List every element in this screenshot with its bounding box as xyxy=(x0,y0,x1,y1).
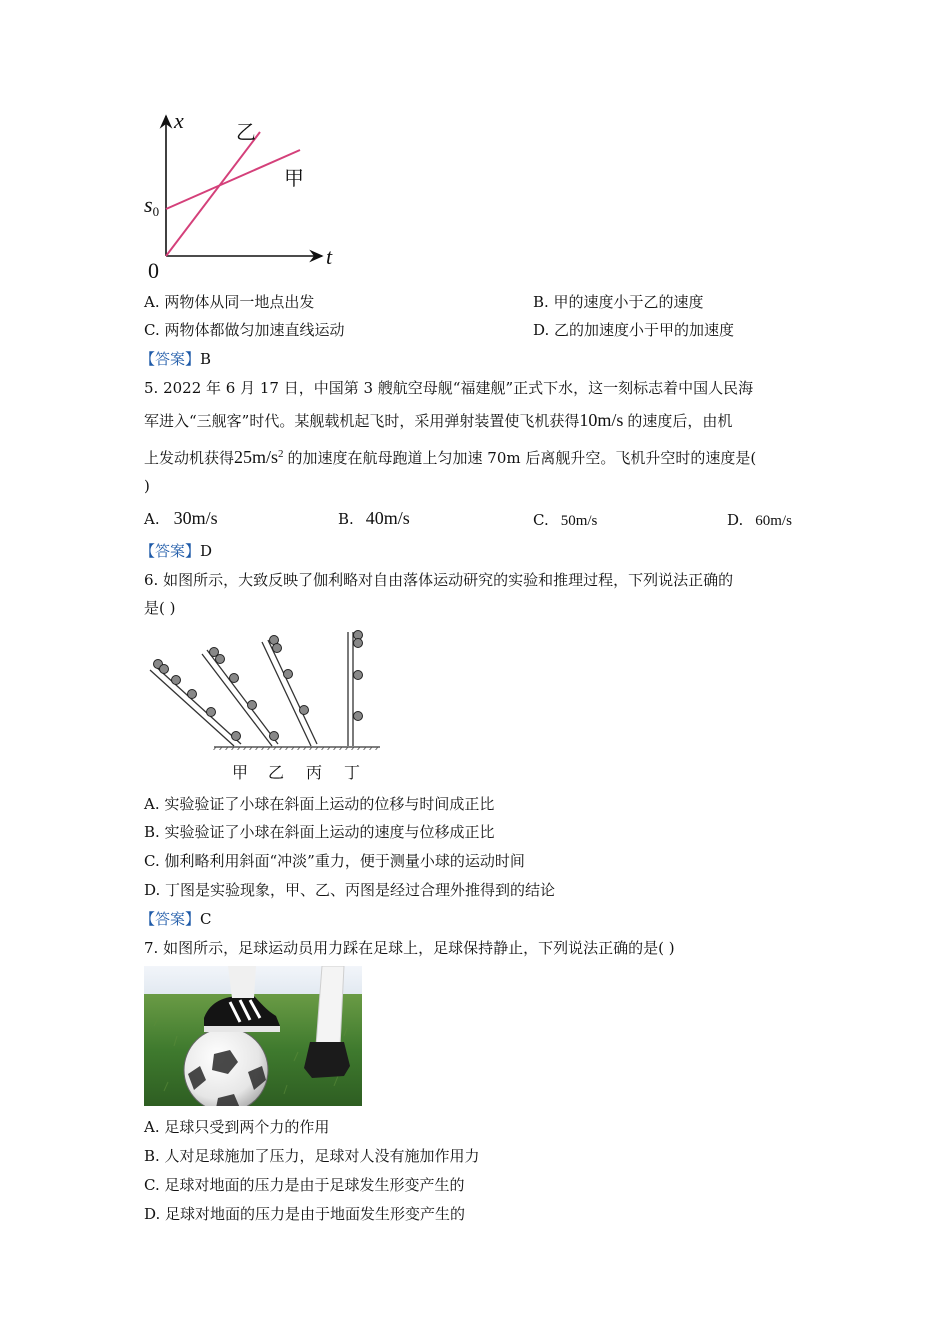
q5-option-a xyxy=(144,508,218,529)
balls xyxy=(154,631,363,741)
q4-option-c: C. 两物体都做匀加速直线运动 xyxy=(144,321,345,339)
q5-answer xyxy=(140,541,212,561)
q4-option-b: B. 甲的速度小于乙的速度 xyxy=(533,293,704,311)
ball xyxy=(354,671,363,680)
q5-option-a-label: A. xyxy=(144,510,160,528)
q5-option-b-value: 40m/s xyxy=(365,508,410,528)
line-jia xyxy=(166,150,300,209)
shoe-sole xyxy=(204,1026,280,1032)
q5-line-3 xyxy=(144,444,756,468)
ball xyxy=(248,701,257,710)
q7-option-d: D. 足球对地面的压力是由于地面发生形变产生的 xyxy=(144,1205,466,1223)
q7-football-photo xyxy=(144,966,362,1106)
label-jia: 甲 xyxy=(284,166,304,190)
q5-option-b-label: B. xyxy=(338,510,354,528)
answer-bracket-close: 】 xyxy=(185,542,201,560)
intercept-sub: 0 xyxy=(152,204,160,220)
q4-answer xyxy=(140,349,211,369)
q5-line-3-text-b: 的加速度在航母跑道上匀加速 70m 后离舰升空。飞机升空时的速度是( xyxy=(287,449,757,467)
intercept-s: s xyxy=(144,192,153,217)
answer-bracket-open: 【 xyxy=(140,542,156,560)
q5-option-b xyxy=(338,508,410,529)
q6-option-d: D. 丁图是实验现象，甲、乙、丙图是经过合理外推得到的结论 xyxy=(144,881,556,899)
origin-label: 0 xyxy=(148,258,159,283)
axis-label-x: x xyxy=(174,108,184,133)
incline-jia xyxy=(150,670,234,746)
answer-letter: C xyxy=(200,910,212,928)
left-sock xyxy=(228,966,256,998)
football-photo-svg xyxy=(144,966,362,1106)
intercept-label xyxy=(144,192,159,220)
incline-figure-svg xyxy=(146,628,386,750)
ball xyxy=(160,665,169,674)
answer-bracket-close: 】 xyxy=(185,910,201,928)
answer-bracket-open: 【 xyxy=(140,910,156,928)
ball xyxy=(270,732,279,741)
ball xyxy=(172,676,181,685)
q4-option-a: A. 两物体从同一地点出发 xyxy=(144,293,315,311)
answer-bracket-close: 】 xyxy=(185,350,201,368)
ball xyxy=(188,690,197,699)
axis-label-t: t xyxy=(326,244,333,269)
q4-xt-graph xyxy=(140,108,350,283)
q5-option-d xyxy=(727,510,792,531)
ball xyxy=(207,708,216,717)
q7-option-a: A. 足球只受到两个力的作用 xyxy=(144,1118,330,1136)
answer-word: 答案 xyxy=(155,350,186,368)
ball xyxy=(273,644,282,653)
q5-option-d-label: D. xyxy=(727,511,744,529)
q4-option-d: D. 乙的加速度小于甲的加速度 xyxy=(533,321,735,339)
incline-bing xyxy=(262,642,311,746)
incline-bing-back xyxy=(268,640,317,744)
q5-option-c-value: 50m/s xyxy=(560,513,598,529)
q5-option-c xyxy=(533,510,597,531)
fig-label-yi: 乙 xyxy=(268,763,285,782)
q5-line-1: 5. 2022 年 6 月 17 日，中国第 3 艘航空母舰“福建舰”正式下水，这一刻标志着中国人民海 xyxy=(144,379,754,397)
q5-line-2 xyxy=(144,410,732,431)
fig-label-ding: 丁 xyxy=(344,763,361,782)
q5-option-d-value: 60m/s xyxy=(755,513,792,529)
q6-answer xyxy=(140,909,212,929)
incline-yi-back xyxy=(207,650,278,744)
q5-initial-velocity: 10m/s xyxy=(579,410,624,430)
q5-acceleration: 25m/s xyxy=(234,447,279,467)
q5-line-2-text-a: 军进入“三舰客”时代。某舰载机起飞时，采用弹射装置使飞机获得 xyxy=(144,412,580,430)
q5-line-4: ) xyxy=(144,477,150,495)
q6-line-1: 6. 如图所示，大致反映了伽利略对自由落体运动研究的实验和推理过程，下列说法正确的 xyxy=(144,571,734,589)
answer-word: 答案 xyxy=(155,542,186,560)
answer-letter: D xyxy=(200,542,213,560)
line-yi xyxy=(166,132,260,256)
ball xyxy=(354,639,363,648)
ball xyxy=(300,706,309,715)
ball xyxy=(216,655,225,664)
q6-option-c: C. 伽利略利用斜面“冲淡”重力，便于测量小球的运动时间 xyxy=(144,852,525,870)
q5-line-2-text-b: 的速度后，由机 xyxy=(627,412,733,430)
ball xyxy=(232,732,241,741)
q6-option-b: B. 实验验证了小球在斜面上运动的速度与位移成正比 xyxy=(144,823,495,841)
answer-word: 答案 xyxy=(155,910,186,928)
q6-option-a: A. 实验验证了小球在斜面上运动的位移与时间成正比 xyxy=(144,795,495,813)
q5-acceleration-exp: 2 xyxy=(278,448,284,460)
q6-line-2: 是( ) xyxy=(144,599,176,617)
label-yi: 乙 xyxy=(236,120,256,144)
ball xyxy=(284,670,293,679)
fig-label-jia: 甲 xyxy=(232,763,249,782)
q5-option-a-value: 30m/s xyxy=(173,508,218,528)
q5-line-3-text-a: 上发动机获得 xyxy=(144,449,235,467)
right-shoe xyxy=(304,1042,350,1078)
answer-letter: B xyxy=(200,350,212,368)
q6-galileo-figure xyxy=(146,628,386,782)
q7-option-c: C. 足球对地面的压力是由于足球发生形变产生的 xyxy=(144,1176,465,1194)
q7-option-b: B. 人对足球施加了压力，足球对人没有施加作用力 xyxy=(144,1147,480,1165)
q5-option-c-label: C. xyxy=(533,511,549,529)
q7-line-1: 7. 如图所示，足球运动员用力踩在足球上，足球保持静止，下列说法正确的是( ) xyxy=(144,939,675,957)
fig-label-bing: 丙 xyxy=(306,763,323,782)
ball xyxy=(230,674,239,683)
answer-bracket-open: 【 xyxy=(140,350,156,368)
ball xyxy=(354,712,363,721)
